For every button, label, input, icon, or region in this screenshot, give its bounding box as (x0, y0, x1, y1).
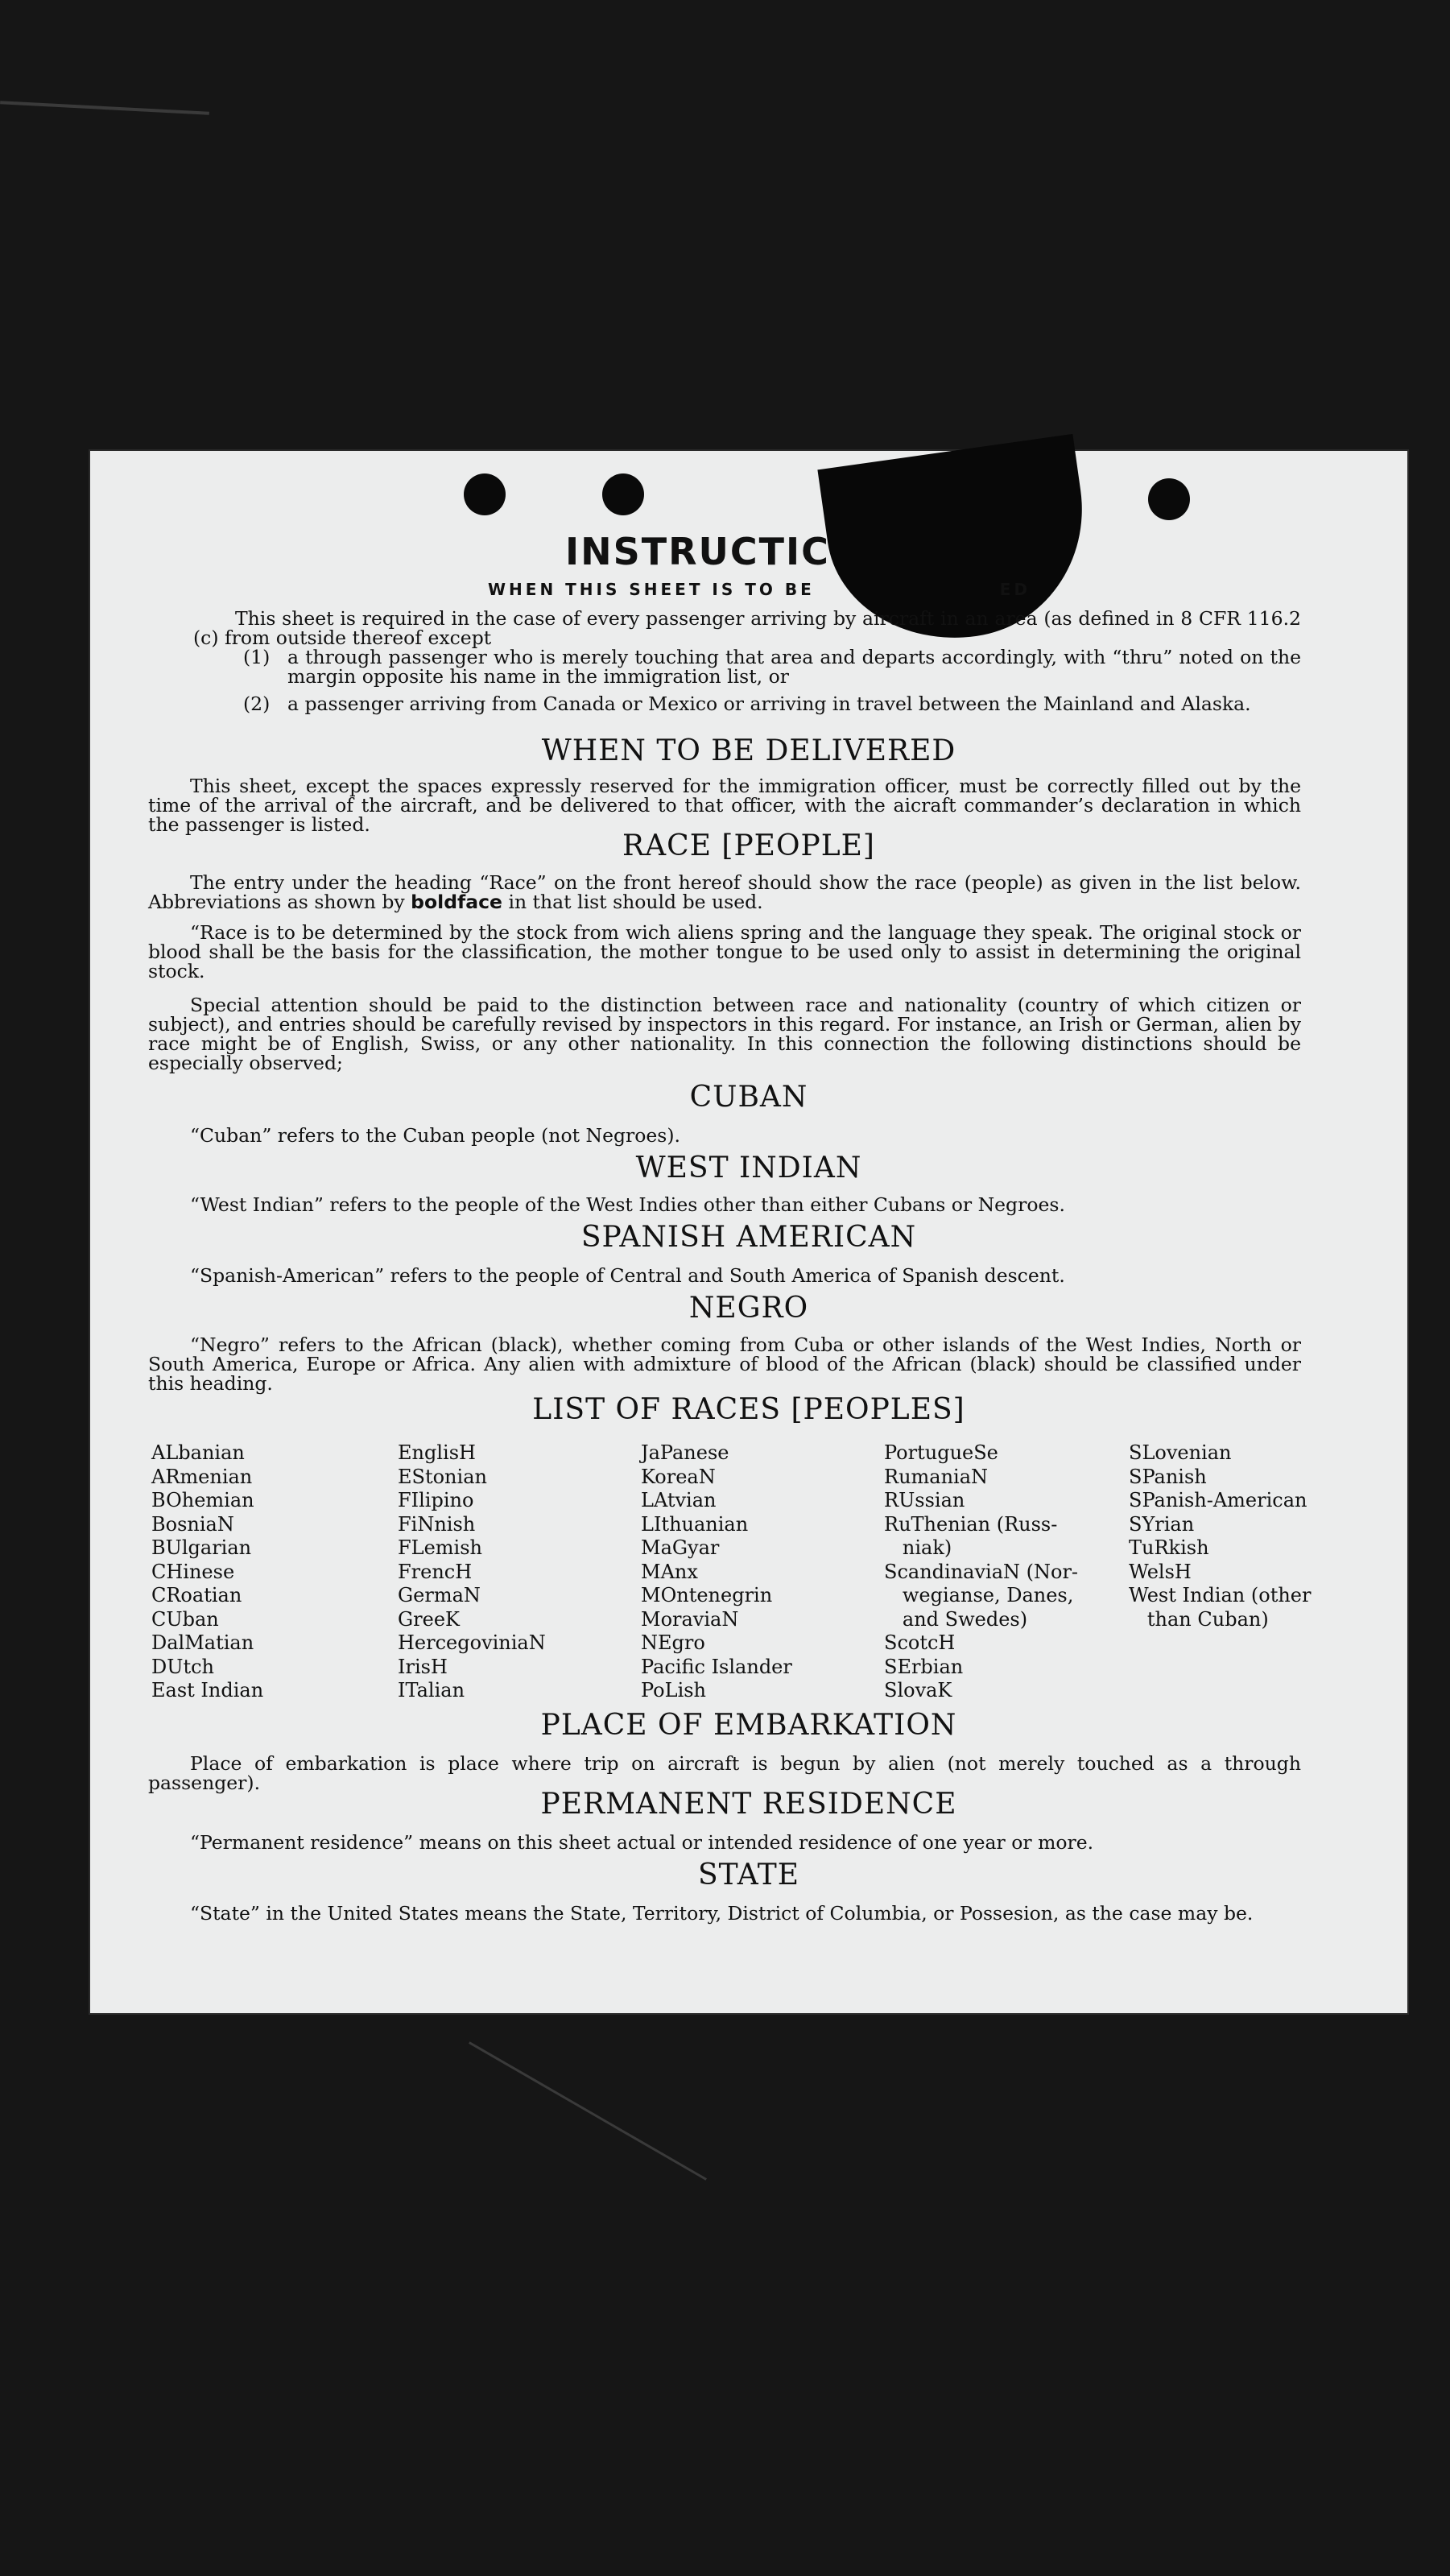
intro-item-number: (1) (243, 646, 271, 668)
race-item: ITalian (398, 1679, 465, 1701)
race-item: BUlgarian (151, 1536, 252, 1559)
heading-permanent-residence: PERMANENT RESIDENCE (540, 1788, 957, 1821)
intro-item-text: a passenger arriving from Canada or Mexico or arriving in travel between the Mainland and Alaska. (287, 693, 1251, 715)
heading-west-indian: WEST INDIAN (635, 1152, 862, 1185)
race-item: niak) (884, 1536, 952, 1559)
race-item: LIthuanian (641, 1512, 749, 1536)
race-item: DUtch (151, 1655, 215, 1678)
race-item: SLovenian (1129, 1441, 1232, 1464)
race-item: DalMatian (151, 1631, 254, 1654)
race-item: RumaniaN (884, 1465, 989, 1488)
intro-item (243, 647, 1301, 686)
race-item: GermaN (398, 1584, 481, 1606)
negro-paragraph: “Negro” refers to the African (black), whether coming from Cuba or other islands of the West Indies, North or South America, Europe or Africa. Any alien with admixture of blood of the African (black) should be classified under this heading. (148, 1333, 1301, 1395)
race-column (1129, 1441, 1311, 1631)
race-item: BosniaN (151, 1512, 234, 1536)
page-subtitle (488, 580, 1031, 599)
race-item: SPanish (1129, 1465, 1207, 1488)
race-item: FrencH (398, 1560, 473, 1583)
race-item: BOhemian (151, 1489, 254, 1511)
race-p1-text-end: in that list should be used. (502, 891, 763, 913)
race-item: MAnx (641, 1560, 698, 1583)
race-item: IrisH (398, 1655, 448, 1678)
punch-hole (602, 473, 644, 515)
race-item: West Indian (other (1129, 1584, 1312, 1606)
race-item: LAtvian (641, 1489, 717, 1511)
page-title: INSTRUCTIC (565, 530, 830, 573)
intro-paragraph: This sheet is required in the case of every passenger arriving by aircraft in an area (as defined in 8 CFR 116.2 (c) from outside thereof except (193, 607, 1301, 649)
race-item: ScotcH (884, 1631, 956, 1654)
race-item: EStonian (398, 1465, 487, 1488)
race-item: wegianse, Danes, (884, 1584, 1074, 1606)
heading-negro: NEGRO (688, 1292, 809, 1325)
west-indian-paragraph: “West Indian” refers to the people of the West Indies other than either Cubans or Negroes. (190, 1193, 1065, 1216)
subtitle-text: WHEN THIS SHEET IS TO BE (488, 580, 815, 599)
race-paragraph-3: Special attention should be paid to the distinction between race and nationality (country of which citizen or subject), and entries should be carefully revised by inspectors in this regard. For instance, an Irish or German, alien by race might be of English, Swiss, or any other nationality. In this connection the following distinctions should be especially observed; (148, 994, 1301, 1074)
race-item: ScandinaviaN (Nor- (884, 1560, 1079, 1583)
race-item: WelsH (1129, 1560, 1192, 1583)
race-item: GreeK (398, 1607, 460, 1631)
race-p1-bold: boldface (411, 891, 502, 913)
race-item: ALbanian (151, 1441, 245, 1464)
race-item: CHinese (151, 1560, 235, 1583)
heading-cuban: CUBAN (689, 1081, 808, 1114)
residence-paragraph: “Permanent residence” means on this sheet actual or intended residence of one year or more. (190, 1831, 1094, 1854)
race-item: PoLish (641, 1679, 707, 1701)
race-item: Pacific Islander (641, 1655, 792, 1678)
race-item: MoraviaN (641, 1607, 739, 1631)
race-item: SlovaK (884, 1679, 952, 1701)
race-paragraph-1 (148, 873, 1301, 912)
race-item: than Cuban) (1129, 1607, 1269, 1631)
race-item: SPanish-American (1129, 1489, 1307, 1511)
race-item: SYrian (1129, 1512, 1195, 1536)
race-column (641, 1441, 792, 1703)
race-item: RuThenian (Russ- (884, 1512, 1058, 1536)
cuban-paragraph: “Cuban” refers to the Cuban people (not Negroes). (190, 1124, 681, 1147)
race-column (151, 1441, 263, 1703)
race-item: HercegoviniaN (398, 1631, 546, 1654)
intro-item-text: a through passenger who is merely touching that area and departs accordingly, with “thru” noted on the margin opposite his name in the immigration list, or (287, 646, 1301, 688)
race-item: FIlipino (398, 1489, 474, 1511)
race-item: FiNnish (398, 1512, 476, 1536)
punch-hole (464, 473, 506, 515)
subtitle-tail: ED (999, 580, 1031, 599)
race-p1-text: The entry under the heading “Race” on the front hereof should show the race (people) as given in the list below. Abbreviations as shown by (148, 871, 1301, 913)
race-paragraph-2: “Race is to be determined by the stock from wich aliens spring and the language they speak. The original stock or blood shall be the basis for the classification, the mother tongue to be used only to assist in determining the original stock. (148, 921, 1301, 982)
race-column (398, 1441, 546, 1703)
race-item: FLemish (398, 1536, 482, 1559)
race-column (884, 1441, 1078, 1703)
race-item: ARmenian (151, 1465, 253, 1488)
race-item: KoreaN (641, 1465, 716, 1488)
heading-state: STATE (697, 1859, 800, 1892)
race-item: MOntenegrin (641, 1584, 773, 1606)
race-item: RUssian (884, 1489, 965, 1511)
heading-spanish-american: SPANISH AMERICAN (580, 1221, 917, 1254)
race-item: SErbian (884, 1655, 964, 1678)
spanish-american-paragraph: “Spanish-American” refers to the people of Central and South America of Spanish descent. (190, 1264, 1065, 1287)
race-item: CRoatian (151, 1584, 242, 1606)
race-item: TuRkish (1129, 1536, 1209, 1559)
heading-race: RACE [PEOPLE] (622, 829, 875, 862)
embarkation-paragraph: Place of embarkation is place where trip on aircraft is begun by alien (not merely touched as a through passenger). (148, 1752, 1301, 1794)
state-paragraph: “State” in the United States means the State, Territory, District of Columbia, or Possesion, as the case may be. (190, 1902, 1254, 1925)
instruction-sheet (90, 451, 1407, 2013)
race-item: JaPanese (641, 1441, 729, 1464)
race-item: MaGyar (641, 1536, 720, 1559)
race-item: EnglisH (398, 1441, 476, 1464)
race-item: and Swedes) (884, 1607, 1028, 1631)
heading-embarkation: PLACE OF EMBARKATION (540, 1709, 957, 1742)
heading-list-of-races: LIST OF RACES [PEOPLES] (532, 1393, 965, 1426)
scan-streak (0, 101, 209, 115)
punch-hole (1148, 478, 1190, 520)
intro-item (243, 694, 1301, 713)
heading-when-delivered: WHEN TO BE DELIVERED (541, 734, 956, 767)
race-item: PortugueSe (884, 1441, 998, 1464)
delivered-paragraph: This sheet, except the spaces expressly reserved for the immigration officer, must be correctly filled out by the time of the arrival of the aircraft, and be delivered to that officer, with the aicraft commander’s declaration in which the passenger is listed. (148, 775, 1301, 836)
race-item: NEgro (641, 1631, 705, 1654)
intro-item-number: (2) (243, 693, 271, 715)
race-item: East Indian (151, 1679, 264, 1701)
race-item: CUban (151, 1607, 219, 1631)
scan-streak (469, 2041, 707, 2181)
